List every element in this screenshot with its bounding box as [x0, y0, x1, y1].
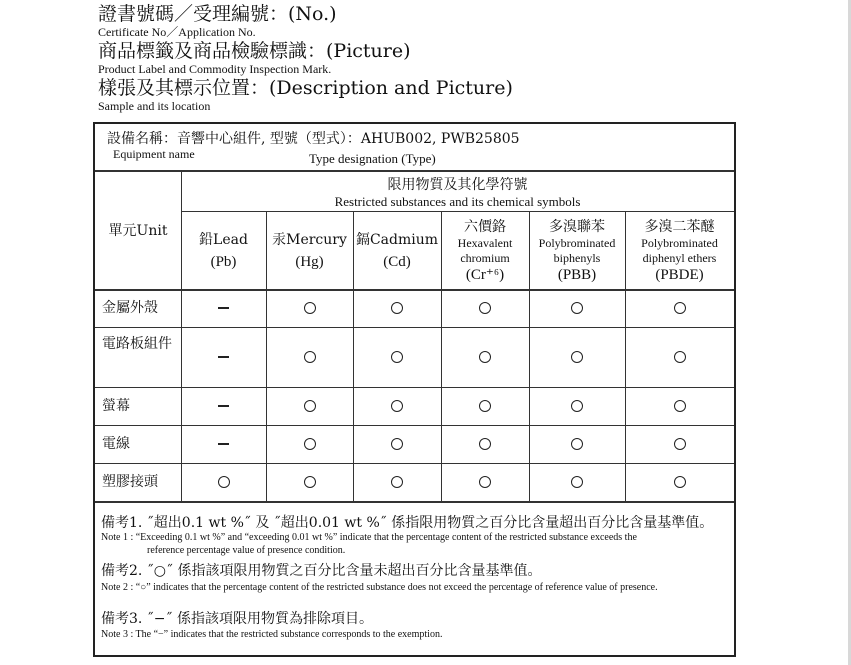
col-pbb-symbol: (PBB) [557, 266, 597, 283]
mark-cell [181, 463, 266, 501]
mark-cell [353, 387, 441, 425]
mark-cell [625, 289, 734, 327]
mark-cell [353, 289, 441, 327]
col-mercury-zh: 汞Mercury [272, 231, 347, 248]
mark-cell [625, 387, 734, 425]
compliant-circle-mark [479, 302, 491, 314]
compliant-circle-mark [571, 476, 583, 488]
certificate-heading-zh: 證書號碼／受理編號：(No.) [98, 3, 337, 25]
compliant-circle-mark [674, 302, 686, 314]
compliant-circle-mark [391, 302, 403, 314]
col-pbb-en: Polybrominated biphenyls [538, 235, 616, 265]
row-label-wire: 電線 [102, 436, 130, 452]
compliant-circle-mark [674, 476, 686, 488]
mark-cell [529, 387, 625, 425]
col-pbb-zh: 多溴聯苯 [549, 218, 605, 235]
col-header-pbde [625, 212, 734, 289]
mark-cell [353, 463, 441, 501]
mark-cell [441, 463, 529, 501]
col-lead-symbol: (Pb) [210, 253, 237, 270]
note-3-zh: 備考3. ˝−˝ 係指該項限用物質為排除項目。 [101, 611, 373, 627]
note-2-en: Note 2 : “○” indicates that the percentage content of the restricted substance does not exceed the percentage of reference value of presence. [101, 582, 658, 593]
col-chromium-en: Hexavalent chromium [457, 235, 513, 265]
col-pbde-zh: 多溴二苯醚 [644, 218, 715, 235]
note-1-zh: 備考1. ˝超出0.1 wt %˝ 及 ˝超出0.01 wt %˝ 係指限用物質之百分比含量超出百分比含量基準值。 [101, 515, 714, 531]
compliant-circle-mark [571, 302, 583, 314]
col-header-chromium [441, 212, 529, 289]
col-header-mercury [266, 212, 353, 289]
note-1-en: Note 1 : “Exceeding 0.1 wt %” and “exceeding 0.01 wt %” indicate that the percentage content of the restricted substance exceeds the [101, 532, 637, 543]
mark-cell [441, 289, 529, 327]
sample-heading-zh: 樣張及其標示位置：(Description and Picture) [98, 77, 513, 99]
mark-cell [266, 289, 353, 327]
row-label-metal-casing: 金屬外殼 [102, 300, 158, 316]
note-1-en-cont: reference percentage value of presence condition. [147, 545, 346, 556]
mark-cell [181, 387, 266, 425]
rule-h [95, 501, 734, 503]
certificate-heading-en: Certificate No／Application No. [98, 25, 256, 39]
col-lead-zh: 鉛Lead [199, 231, 248, 248]
compliant-circle-mark [479, 351, 491, 363]
mark-cell [181, 289, 266, 327]
label-heading [98, 40, 411, 76]
restricted-header-en: Restricted substances and its chemical symbols [334, 193, 581, 209]
mark-cell [529, 463, 625, 501]
mark-cell [441, 387, 529, 425]
compliant-circle-mark [391, 351, 403, 363]
col-chromium-symbol: (Cr⁺⁶) [465, 266, 505, 283]
row-label-plastic-connector: 塑膠接頭 [102, 474, 158, 490]
note-3-en: Note 3 : The “−” indicates that the restricted substance corresponds to the exemption. [101, 629, 443, 640]
label-heading-zh: 商品標籤及商品檢驗標識：(Picture) [98, 40, 411, 62]
mark-cell [529, 289, 625, 327]
compliant-circle-mark [391, 400, 403, 412]
restricted-header-cell [181, 172, 734, 212]
compliant-circle-mark [304, 438, 316, 450]
mark-cell [441, 425, 529, 463]
mark-cell [625, 327, 734, 387]
compliant-circle-mark [674, 351, 686, 363]
mark-cell [625, 463, 734, 501]
mark-cell [266, 425, 353, 463]
mark-cell [266, 463, 353, 501]
sample-heading-en: Sample and its location [98, 99, 211, 113]
unit-header-label: 單元Unit [108, 222, 168, 239]
mark-cell [353, 327, 441, 387]
col-pbde-en: Polybrominated diphenyl ethers [641, 235, 718, 265]
compliant-circle-mark [571, 351, 583, 363]
exemption-dash-mark [218, 356, 229, 357]
exemption-dash-mark [218, 307, 229, 308]
col-mercury-symbol: (Hg) [295, 253, 324, 270]
type-designation-en: Type designation (Type) [309, 151, 436, 166]
compliant-circle-mark [674, 438, 686, 450]
col-header-pbb [529, 212, 625, 289]
mark-cell [266, 327, 353, 387]
col-header-lead [181, 212, 266, 289]
col-chromium-zh: 六價鉻 [464, 218, 506, 235]
sample-heading [98, 77, 513, 113]
compliant-circle-mark [479, 400, 491, 412]
row-label-circuit-board: 電路板組件 [102, 336, 172, 352]
equipment-name-en: Equipment name [113, 147, 195, 161]
equipment-name-zh: 設備名稱：音響中心組件, 型號（型式）：AHUB002, PWB25805 [107, 131, 520, 147]
compliant-circle-mark [479, 438, 491, 450]
exemption-dash-mark [218, 405, 229, 406]
compliant-circle-mark [391, 476, 403, 488]
label-heading-en: Product Label and Commodity Inspection Mark. [98, 62, 332, 76]
compliant-circle-mark [674, 400, 686, 412]
certificate-heading [98, 3, 337, 39]
compliant-circle-mark [391, 438, 403, 450]
rohs-table [93, 122, 736, 657]
exemption-dash-mark [218, 443, 229, 444]
unit-header-cell [95, 170, 181, 289]
mark-cell [529, 327, 625, 387]
compliant-circle-mark [479, 476, 491, 488]
note-2-zh: 備考2. ˝○˝ 係指該項限用物質之百分比含量未超出百分比含量基準值。 [101, 563, 542, 579]
mark-cell [181, 425, 266, 463]
mark-cell [353, 425, 441, 463]
restricted-header-zh: 限用物質及其化學符號 [387, 176, 528, 193]
compliant-circle-mark [218, 476, 230, 488]
mark-cell [441, 327, 529, 387]
compliant-circle-mark [304, 302, 316, 314]
col-pbde-symbol: (PBDE) [655, 266, 704, 283]
compliant-circle-mark [571, 400, 583, 412]
mark-cell [181, 327, 266, 387]
compliant-circle-mark [571, 438, 583, 450]
col-cadmium-symbol: (Cd) [383, 253, 411, 270]
row-label-screen: 螢幕 [102, 398, 130, 414]
col-cadmium-zh: 鎘Cadmium [355, 231, 439, 248]
compliant-circle-mark [304, 476, 316, 488]
mark-cell [529, 425, 625, 463]
mark-cell [625, 425, 734, 463]
compliant-circle-mark [304, 351, 316, 363]
col-header-cadmium [353, 212, 441, 289]
compliant-circle-mark [304, 400, 316, 412]
mark-cell [266, 387, 353, 425]
